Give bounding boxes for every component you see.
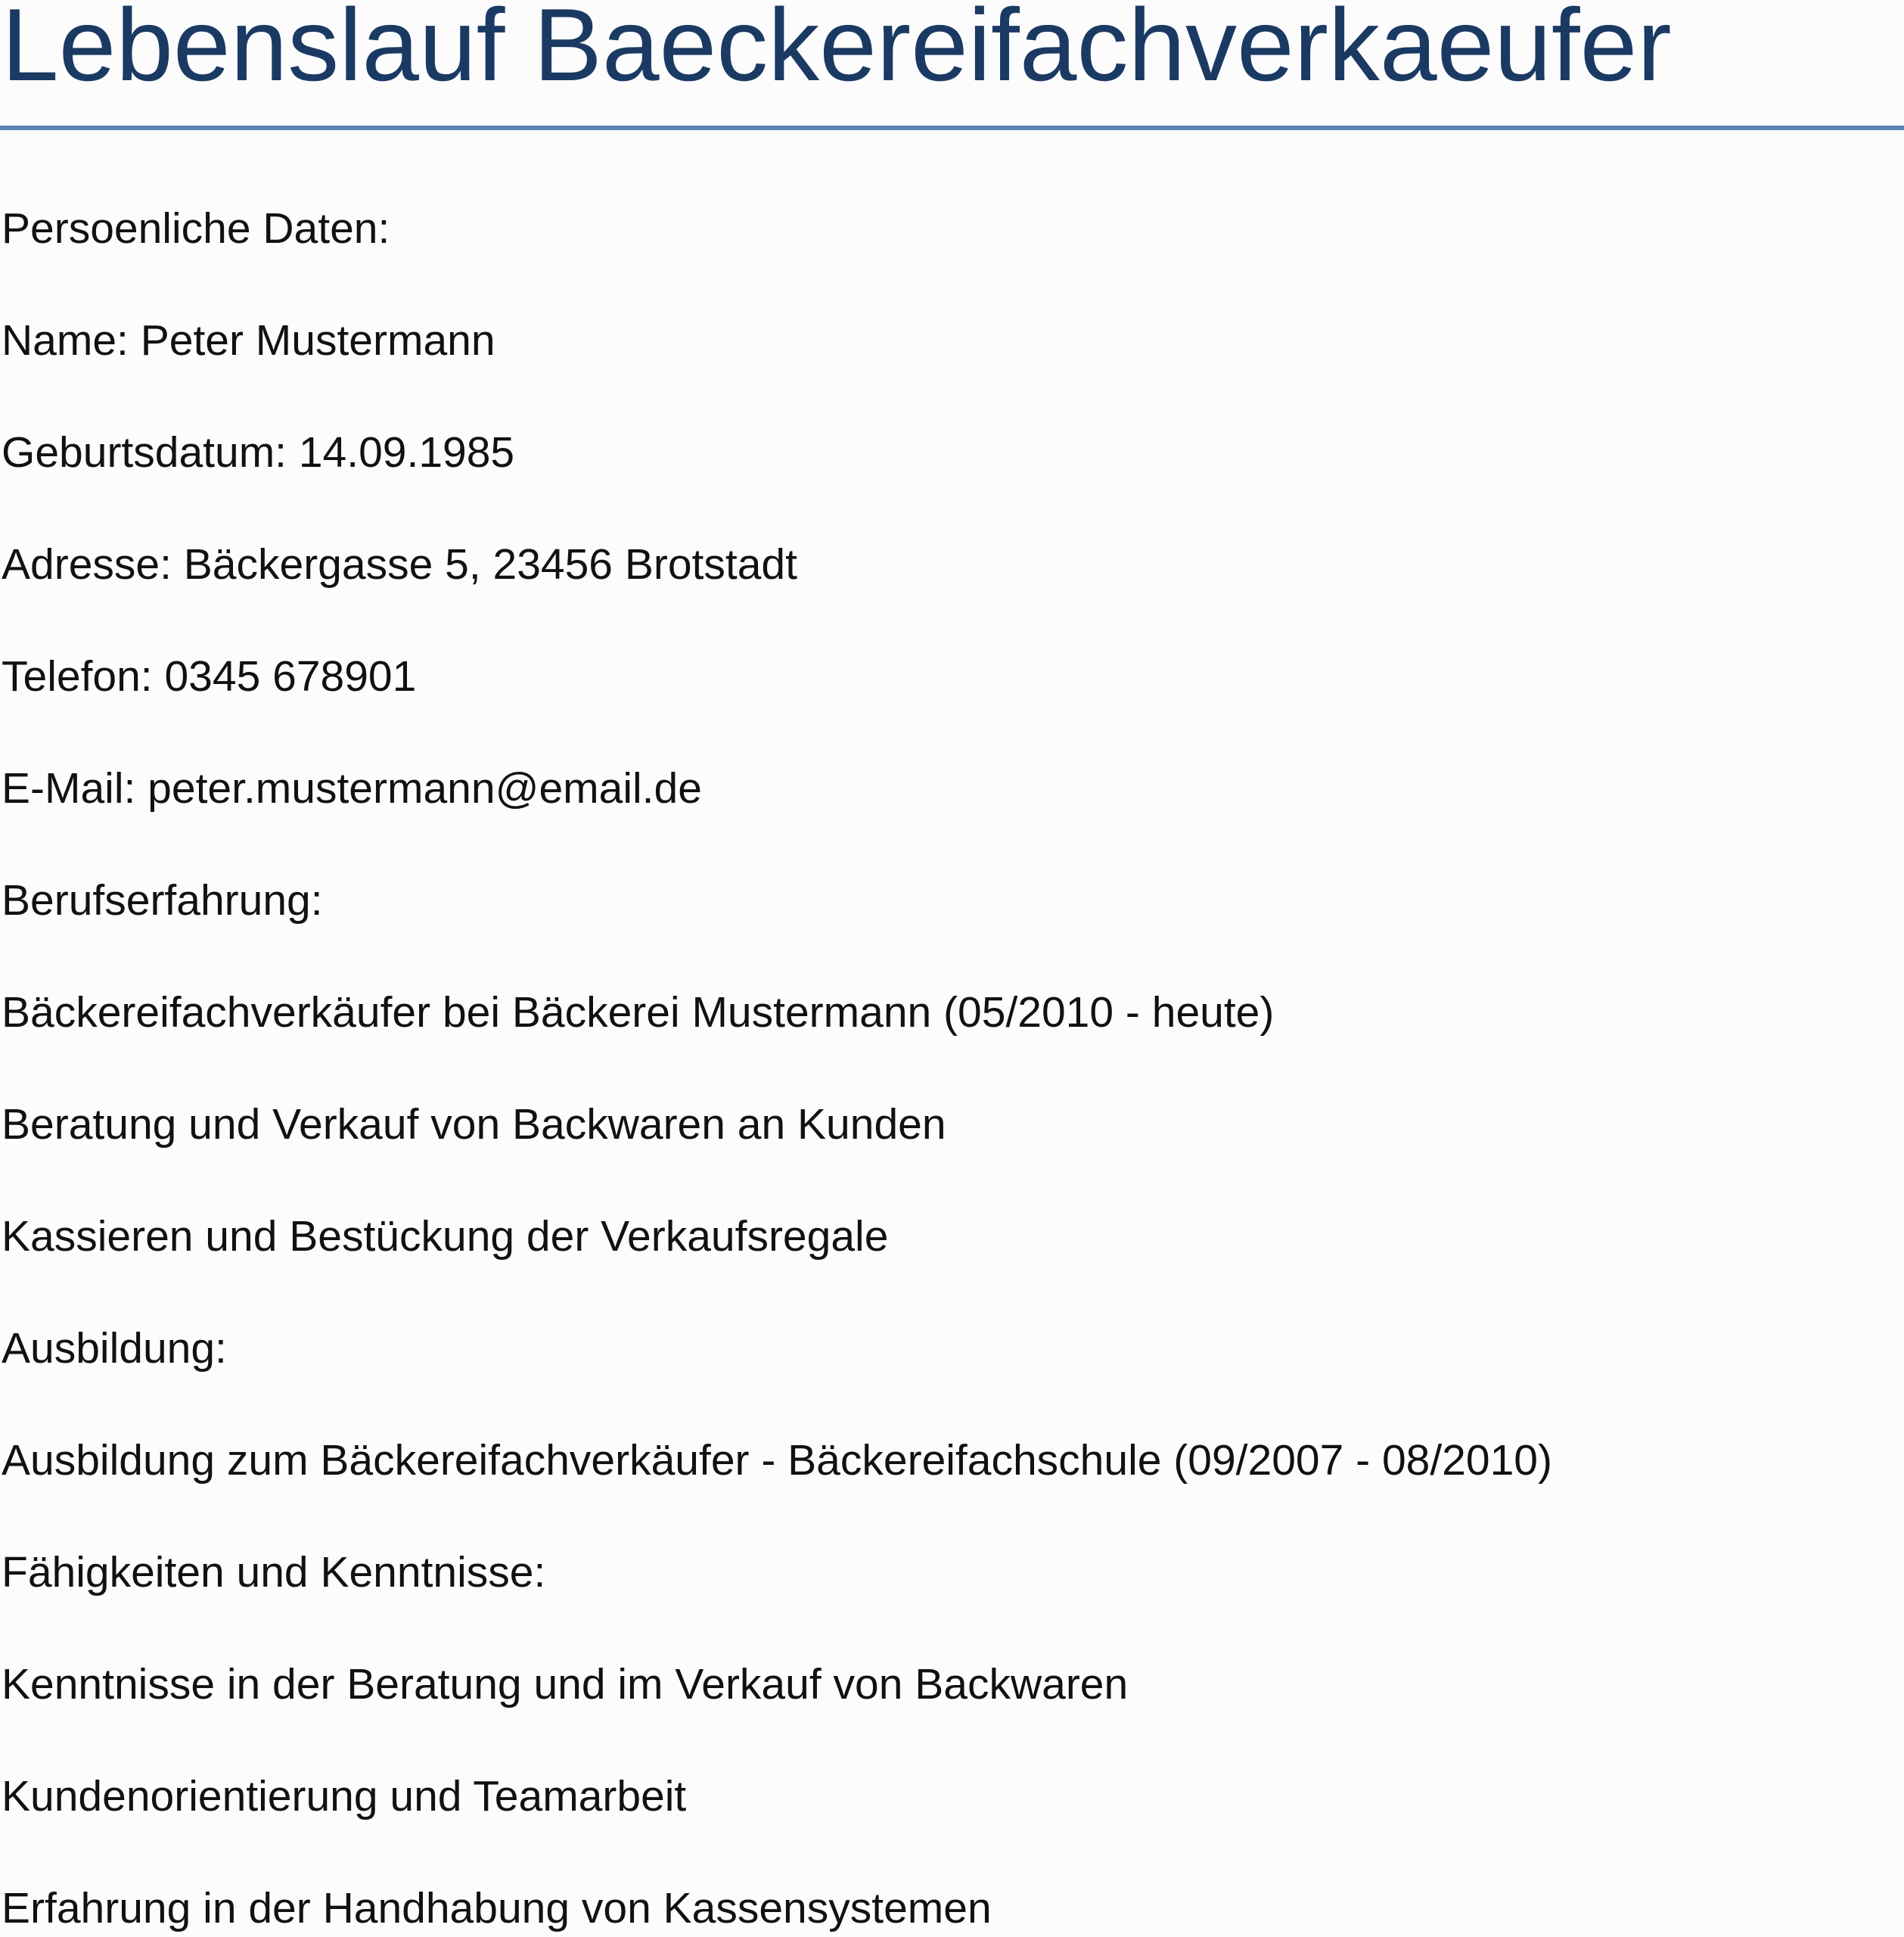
personal-phone: Telefon: 0345 678901 bbox=[2, 652, 417, 701]
experience-position: Bäckereifachverkäufer bei Bäckerei Mustermann (05/2010 - heute) bbox=[2, 988, 1275, 1037]
experience-task-consulting: Beratung und Verkauf von Backwaren an Kunden bbox=[2, 1100, 946, 1149]
section-heading-skills: Fähigkeiten und Kenntnisse: bbox=[2, 1548, 546, 1597]
section-heading-education: Ausbildung: bbox=[2, 1324, 227, 1373]
personal-email: E-Mail: peter.mustermann@email.de bbox=[2, 764, 702, 813]
personal-birthdate: Geburtsdatum: 14.09.1985 bbox=[2, 428, 515, 477]
personal-name: Name: Peter Mustermann bbox=[2, 316, 495, 365]
experience-task-cashier: Kassieren und Bestückung der Verkaufsregale bbox=[2, 1212, 889, 1261]
skill-cash-systems: Erfahrung in der Handhabung von Kassensystemen bbox=[2, 1884, 992, 1932]
section-heading-experience: Berufserfahrung: bbox=[2, 876, 323, 925]
document-title: Lebenslauf Baeckereifachverkaeufer bbox=[2, 0, 1672, 102]
education-entry: Ausbildung zum Bäckereifachverkäufer - Bäckereifachschule (09/2007 - 08/2010) bbox=[2, 1436, 1552, 1485]
skill-consulting-sales: Kenntnisse in der Beratung und im Verkauf von Backwaren bbox=[2, 1660, 1129, 1708]
skill-customer-teamwork: Kundenorientierung und Teamarbeit bbox=[2, 1772, 687, 1820]
section-heading-personal-data: Persoenliche Daten: bbox=[2, 204, 390, 253]
personal-address: Adresse: Bäckergasse 5, 23456 Brotstadt bbox=[2, 540, 797, 589]
title-underline bbox=[0, 126, 1904, 130]
